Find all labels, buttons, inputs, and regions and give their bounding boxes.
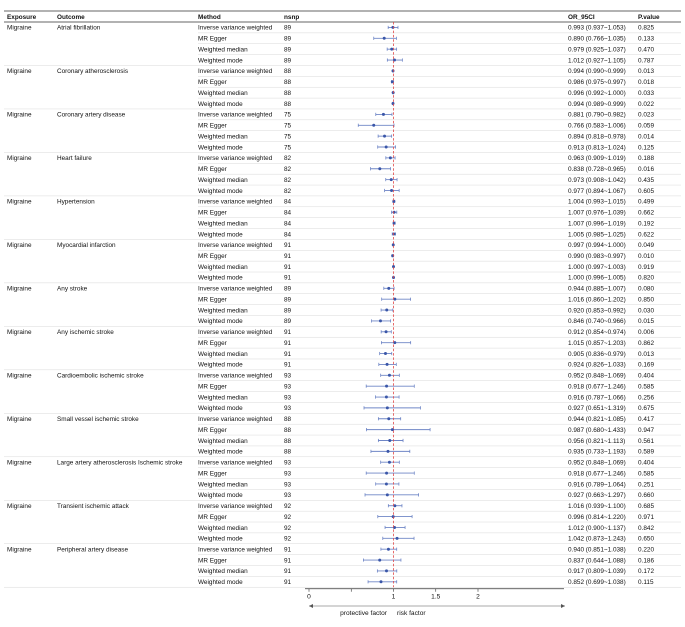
or-point (379, 580, 382, 583)
nsnp-cell: 82 (284, 155, 292, 163)
or-ci-cell: 0.838 (0.728~0.965) (568, 166, 626, 174)
method-cell: Inverse variance weighted (198, 198, 273, 206)
pvalue-cell: 0.188 (638, 155, 654, 163)
nsnp-cell: 84 (284, 198, 292, 206)
method-cell: Weighted mode (198, 579, 243, 587)
method-cell: Inverse variance weighted (198, 459, 273, 467)
or-point (387, 287, 390, 290)
pvalue-cell: 0.080 (638, 285, 654, 293)
or-ci-cell: 0.881 (0.790~0.982) (568, 111, 626, 119)
method-cell: Inverse variance weighted (198, 111, 273, 119)
or-point (386, 363, 389, 366)
pvalue-cell: 0.585 (638, 470, 654, 478)
pvalue-cell: 0.220 (638, 546, 654, 554)
pvalue-cell: 0.016 (638, 166, 654, 174)
pvalue-cell: 0.971 (638, 513, 654, 521)
pvalue-cell: 0.010 (638, 253, 654, 261)
pvalue-cell: 0.015 (638, 318, 654, 326)
or-ci-cell: 0.916 (0.789~1.064) (568, 481, 626, 489)
or-point (393, 211, 396, 214)
or-ci-cell: 1.007 (0.976~1.039) (568, 209, 626, 217)
nsnp-cell: 92 (284, 513, 292, 521)
header-outcome: Outcome (57, 14, 85, 21)
method-cell: Weighted mode (198, 144, 243, 152)
x-tick-label: 0 (307, 593, 311, 601)
outcome-cell: Small vessel ischemic stroke (57, 416, 139, 424)
or-ci-cell: 0.944 (0.821~1.085) (568, 416, 626, 424)
pvalue-cell: 0.023 (638, 111, 654, 119)
header-exposure: Exposure (7, 14, 37, 21)
pvalue-cell: 0.186 (638, 557, 654, 565)
pvalue-cell: 0.049 (638, 242, 654, 250)
or-ci-cell: 0.940 (0.851~1.038) (568, 546, 626, 554)
pvalue-cell: 0.256 (638, 394, 654, 402)
pvalue-cell: 0.862 (638, 339, 654, 347)
or-point (383, 37, 386, 40)
outcome-cell: Large artery atherosclerosis Ischemic stroke (57, 459, 183, 467)
or-point (385, 330, 388, 333)
nsnp-cell: 91 (284, 253, 292, 261)
pvalue-cell: 0.589 (638, 448, 654, 456)
exposure-cell: Migraine (7, 242, 32, 250)
or-point (384, 352, 387, 355)
nsnp-cell: 89 (284, 35, 292, 43)
method-cell: Weighted median (198, 133, 248, 141)
exposure-cell: Migraine (7, 198, 32, 206)
or-ci-cell: 0.952 (0.848~1.069) (568, 459, 626, 467)
nsnp-cell: 84 (284, 220, 292, 228)
nsnp-cell: 92 (284, 535, 292, 543)
exposure-cell: Migraine (7, 372, 32, 380)
outcome-cell: Any stroke (57, 285, 88, 293)
or-ci-cell: 0.996 (0.992~1.000) (568, 89, 626, 97)
pvalue-cell: 0.404 (638, 372, 654, 380)
method-cell: MR Egger (198, 79, 227, 87)
nsnp-cell: 84 (284, 209, 292, 217)
nsnp-cell: 89 (284, 318, 292, 326)
pvalue-cell: 0.059 (638, 122, 654, 130)
method-cell: MR Egger (198, 35, 227, 43)
pvalue-cell: 0.561 (638, 437, 654, 445)
method-cell: MR Egger (198, 470, 227, 478)
pvalue-cell: 0.499 (638, 198, 654, 206)
method-cell: Weighted median (198, 263, 248, 271)
or-point (392, 232, 395, 235)
method-cell: Weighted median (198, 568, 248, 576)
pvalue-cell: 0.675 (638, 405, 654, 413)
right-arrowhead-icon (561, 604, 565, 608)
pvalue-cell: 0.947 (638, 426, 654, 434)
method-cell: Weighted mode (198, 535, 243, 543)
nsnp-cell: 89 (284, 57, 292, 65)
pvalue-cell: 0.169 (638, 361, 654, 369)
or-point (378, 167, 381, 170)
method-cell: Inverse variance weighted (198, 242, 273, 250)
pvalue-cell: 0.014 (638, 133, 654, 141)
method-cell: Weighted mode (198, 492, 243, 500)
or-point (385, 569, 388, 572)
or-ci-cell: 0.894 (0.818~0.978) (568, 133, 626, 141)
pvalue-cell: 0.850 (638, 296, 654, 304)
or-ci-cell: 0.990 (0.983~0.997) (568, 253, 626, 261)
header-pvalue: P.value (638, 14, 660, 21)
nsnp-cell: 93 (284, 405, 292, 413)
pvalue-cell: 0.022 (638, 100, 654, 108)
pvalue-cell: 0.013 (638, 68, 654, 76)
nsnp-cell: 82 (284, 176, 292, 184)
method-cell: Inverse variance weighted (198, 285, 273, 293)
method-cell: Inverse variance weighted (198, 503, 273, 511)
outcome-cell: Hypertension (57, 198, 95, 206)
pvalue-cell: 0.404 (638, 459, 654, 467)
exposure-cell: Migraine (7, 68, 32, 76)
outcome-cell: Transient ischemic attack (57, 503, 129, 511)
or-point (387, 417, 390, 420)
pvalue-cell: 0.470 (638, 46, 654, 54)
pvalue-cell: 0.030 (638, 307, 654, 315)
method-cell: Inverse variance weighted (198, 155, 273, 163)
or-point (385, 482, 388, 485)
nsnp-cell: 92 (284, 503, 292, 511)
or-point (391, 69, 394, 72)
header-or-ci: OR_95CI (568, 14, 595, 21)
nsnp-cell: 91 (284, 546, 292, 554)
pvalue-cell: 0.033 (638, 89, 654, 97)
or-point (388, 439, 391, 442)
or-ci-cell: 1.016 (0.939~1.100) (568, 503, 626, 511)
method-cell: Inverse variance weighted (198, 416, 273, 424)
nsnp-cell: 91 (284, 579, 292, 587)
or-ci-cell: 0.766 (0.583~1.006) (568, 122, 626, 130)
or-ci-cell: 0.956 (0.821~1.113) (568, 437, 626, 445)
or-point (387, 548, 390, 551)
method-cell: Weighted mode (198, 100, 243, 108)
method-cell: Weighted median (198, 524, 248, 532)
method-cell: Weighted mode (198, 57, 243, 65)
or-ci-cell: 0.927 (0.651~1.319) (568, 405, 626, 413)
header-row (7, 14, 660, 21)
or-ci-cell: 0.913 (0.813~1.024) (568, 144, 626, 152)
nsnp-cell: 75 (284, 111, 292, 119)
x-tick-label: 1.5 (431, 593, 441, 601)
or-point (396, 537, 399, 540)
method-cell: Weighted median (198, 394, 248, 402)
or-ci-cell: 0.912 (0.854~0.974) (568, 329, 626, 337)
or-ci-cell: 0.918 (0.677~1.246) (568, 383, 626, 391)
nsnp-cell: 89 (284, 24, 292, 32)
method-cell: Weighted mode (198, 274, 243, 282)
nsnp-cell: 89 (284, 46, 292, 54)
or-ci-cell: 0.944 (0.885~1.007) (568, 285, 626, 293)
pvalue-cell: 0.192 (638, 220, 654, 228)
or-ci-cell: 0.935 (0.733~1.193) (568, 448, 626, 456)
x-tick-label: 2 (476, 593, 480, 601)
or-ci-cell: 0.973 (0.908~1.042) (568, 176, 626, 184)
method-cell: MR Egger (198, 557, 227, 565)
or-point (391, 26, 394, 29)
pvalue-cell: 0.251 (638, 481, 654, 489)
pvalue-cell: 0.650 (638, 535, 654, 543)
exposure-cell: Migraine (7, 285, 32, 293)
method-cell: Inverse variance weighted (198, 546, 273, 554)
risk-factor-label: risk factor (397, 610, 426, 617)
method-cell: Weighted median (198, 481, 248, 489)
or-point (390, 178, 393, 181)
or-point (388, 374, 391, 377)
pvalue-cell: 0.133 (638, 35, 654, 43)
exposure-cell: Migraine (7, 329, 32, 337)
pvalue-cell: 0.115 (638, 579, 654, 587)
nsnp-cell: 91 (284, 339, 292, 347)
or-ci-cell: 0.997 (0.994~1.000) (568, 242, 626, 250)
pvalue-cell: 0.585 (638, 383, 654, 391)
or-point (385, 385, 388, 388)
method-cell: Weighted mode (198, 405, 243, 413)
or-point (386, 493, 389, 496)
pvalue-cell: 0.825 (638, 24, 654, 32)
or-ci-cell: 1.007 (0.996~1.019) (568, 220, 626, 228)
method-cell: MR Egger (198, 296, 227, 304)
exposure-cell: Migraine (7, 24, 32, 32)
nsnp-cell: 75 (284, 133, 292, 141)
outcome-cell: Atrial fibrillation (57, 24, 101, 32)
or-point (385, 146, 388, 149)
nsnp-cell: 93 (284, 394, 292, 402)
nsnp-cell: 88 (284, 416, 292, 424)
nsnp-cell: 88 (284, 68, 292, 76)
pvalue-cell: 0.820 (638, 274, 654, 282)
or-ci-cell: 1.016 (0.860~1.202) (568, 296, 626, 304)
nsnp-cell: 93 (284, 372, 292, 380)
or-ci-cell: 0.987 (0.680~1.433) (568, 426, 626, 434)
protective-factor-label: protective factor (340, 610, 387, 617)
exposure-cell: Migraine (7, 416, 32, 424)
exposure-cell: Migraine (7, 503, 32, 511)
nsnp-cell: 93 (284, 383, 292, 391)
nsnp-cell: 88 (284, 448, 292, 456)
or-point (372, 124, 375, 127)
method-cell: Weighted median (198, 220, 248, 228)
nsnp-cell: 88 (284, 426, 292, 434)
method-cell: Weighted mode (198, 448, 243, 456)
exposure-cell: Migraine (7, 111, 32, 119)
pvalue-cell: 0.605 (638, 187, 654, 195)
or-point (387, 450, 390, 453)
method-cell: Weighted median (198, 437, 248, 445)
nsnp-cell: 88 (284, 100, 292, 108)
pvalue-cell: 0.842 (638, 524, 654, 532)
header-method: Method (198, 14, 221, 21)
or-ci-cell: 0.920 (0.853~0.992) (568, 307, 626, 315)
nsnp-cell: 88 (284, 89, 292, 97)
pvalue-cell: 0.172 (638, 568, 654, 576)
or-ci-cell: 0.986 (0.975~0.997) (568, 79, 626, 87)
or-ci-cell: 0.963 (0.909~1.019) (568, 155, 626, 163)
nsnp-cell: 91 (284, 350, 292, 358)
method-cell: Weighted median (198, 46, 248, 54)
method-cell: MR Egger (198, 339, 227, 347)
or-ci-cell: 0.905 (0.836~0.979) (568, 350, 626, 358)
method-cell: Weighted mode (198, 318, 243, 326)
x-axis (305, 589, 564, 601)
pvalue-cell: 0.685 (638, 503, 654, 511)
pvalue-cell: 0.787 (638, 57, 654, 65)
pvalue-cell: 0.435 (638, 176, 654, 184)
or-ci-cell: 1.012 (0.900~1.137) (568, 524, 626, 532)
method-cell: Inverse variance weighted (198, 372, 273, 380)
or-point (378, 559, 381, 562)
or-ci-cell: 1.000 (0.997~1.003) (568, 263, 626, 271)
or-point (390, 48, 393, 51)
method-cell: MR Egger (198, 513, 227, 521)
pvalue-cell: 0.919 (638, 263, 654, 271)
axis-footer (309, 604, 565, 617)
or-ci-cell: 1.005 (0.985~1.025) (568, 231, 626, 239)
nsnp-cell: 84 (284, 231, 292, 239)
method-cell: Weighted mode (198, 361, 243, 369)
outcome-cell: Any ischemic stroke (57, 329, 114, 337)
nsnp-cell: 93 (284, 459, 292, 467)
or-point (391, 102, 394, 105)
exposure-cell: Migraine (7, 155, 32, 163)
nsnp-cell: 93 (284, 492, 292, 500)
nsnp-cell: 93 (284, 481, 292, 489)
outcome-cell: Coronary artery disease (57, 111, 126, 119)
pvalue-cell: 0.622 (638, 231, 654, 239)
nsnp-cell: 75 (284, 144, 292, 152)
nsnp-cell: 91 (284, 568, 292, 576)
or-ci-cell: 1.000 (0.996~1.005) (568, 274, 626, 282)
or-point (389, 156, 392, 159)
x-tick-label: 1 (391, 593, 396, 601)
exposure-cell: Migraine (7, 546, 32, 554)
nsnp-cell: 89 (284, 296, 292, 304)
or-point (386, 406, 389, 409)
method-cell: Inverse variance weighted (198, 329, 273, 337)
or-point (385, 396, 388, 399)
or-point (390, 189, 393, 192)
or-ci-cell: 0.917 (0.809~1.039) (568, 568, 626, 576)
outcome-cell: Myocardial infarction (57, 242, 116, 250)
or-point (383, 135, 386, 138)
or-ci-cell: 0.979 (0.925~1.037) (568, 46, 626, 54)
or-point (388, 461, 391, 464)
or-ci-cell: 0.994 (0.989~0.999) (568, 100, 626, 108)
or-ci-cell: 0.952 (0.848~1.069) (568, 372, 626, 380)
nsnp-cell: 82 (284, 166, 292, 174)
or-ci-cell: 0.918 (0.677~1.246) (568, 470, 626, 478)
method-cell: Weighted median (198, 350, 248, 358)
pvalue-cell: 0.417 (638, 416, 654, 424)
pvalue-cell: 0.018 (638, 79, 654, 87)
or-point (385, 309, 388, 312)
or-ci-cell: 0.924 (0.826~1.033) (568, 361, 626, 369)
method-cell: Weighted mode (198, 187, 243, 195)
or-ci-cell: 0.846 (0.740~0.966) (568, 318, 626, 326)
or-ci-cell: 0.852 (0.699~1.038) (568, 579, 626, 587)
or-point (382, 113, 385, 116)
pvalue-cell: 0.006 (638, 329, 654, 337)
nsnp-cell: 93 (284, 470, 292, 478)
pvalue-cell: 0.125 (638, 144, 654, 152)
outcome-cell: Cardioembolic ischemic stroke (57, 372, 144, 380)
nsnp-cell: 92 (284, 524, 292, 532)
or-ci-cell: 0.837 (0.644~1.088) (568, 557, 626, 565)
pvalue-cell: 0.013 (638, 350, 654, 358)
nsnp-cell: 89 (284, 285, 292, 293)
or-ci-cell: 0.996 (0.814~1.220) (568, 513, 626, 521)
or-point (379, 319, 382, 322)
or-ci-cell: 0.994 (0.990~0.999) (568, 68, 626, 76)
method-cell: MR Egger (198, 383, 227, 391)
nsnp-cell: 89 (284, 307, 292, 315)
nsnp-cell: 91 (284, 329, 292, 337)
or-point (393, 222, 396, 225)
nsnp-cell: 91 (284, 557, 292, 565)
nsnp-cell: 88 (284, 79, 292, 87)
method-cell: MR Egger (198, 166, 227, 174)
or-ci-cell: 0.927 (0.663~1.297) (568, 492, 626, 500)
nsnp-cell: 88 (284, 437, 292, 445)
nsnp-cell: 91 (284, 263, 292, 271)
header-nsnp: nsnp (284, 14, 300, 21)
left-arrowhead-icon (309, 604, 313, 608)
or-ci-cell: 0.890 (0.766~1.035) (568, 35, 626, 43)
exposure-cell: Migraine (7, 459, 32, 467)
method-cell: Weighted median (198, 89, 248, 97)
or-point (385, 472, 388, 475)
method-cell: Inverse variance weighted (198, 68, 273, 76)
pvalue-cell: 0.662 (638, 209, 654, 217)
outcome-cell: Heart failure (57, 155, 92, 163)
nsnp-cell: 91 (284, 274, 292, 282)
outcome-cell: Peripheral artery disease (57, 546, 129, 554)
method-cell: Weighted median (198, 307, 248, 315)
method-cell: MR Egger (198, 253, 227, 261)
nsnp-cell: 75 (284, 122, 292, 130)
nsnp-cell: 91 (284, 361, 292, 369)
or-ci-cell: 0.977 (0.894~1.067) (568, 187, 626, 195)
method-cell: MR Egger (198, 209, 227, 217)
or-ci-cell: 1.015 (0.857~1.203) (568, 339, 626, 347)
method-cell: MR Egger (198, 426, 227, 434)
or-ci-cell: 1.012 (0.927~1.105) (568, 57, 626, 65)
nsnp-cell: 82 (284, 187, 292, 195)
nsnp-cell: 91 (284, 242, 292, 250)
outcome-cell: Coronary atherosclerosis (57, 68, 129, 76)
method-cell: Inverse variance weighted (198, 24, 273, 32)
or-ci-cell: 1.042 (0.873~1.243) (568, 535, 626, 543)
pvalue-cell: 0.660 (638, 492, 654, 500)
or-ci-cell: 0.916 (0.787~1.066) (568, 394, 626, 402)
or-ci-cell: 1.004 (0.993~1.015) (568, 198, 626, 206)
method-cell: Weighted median (198, 176, 248, 184)
method-cell: MR Egger (198, 122, 227, 130)
method-cell: Weighted mode (198, 231, 243, 239)
or-ci-cell: 0.993 (0.937~1.053) (568, 24, 626, 32)
